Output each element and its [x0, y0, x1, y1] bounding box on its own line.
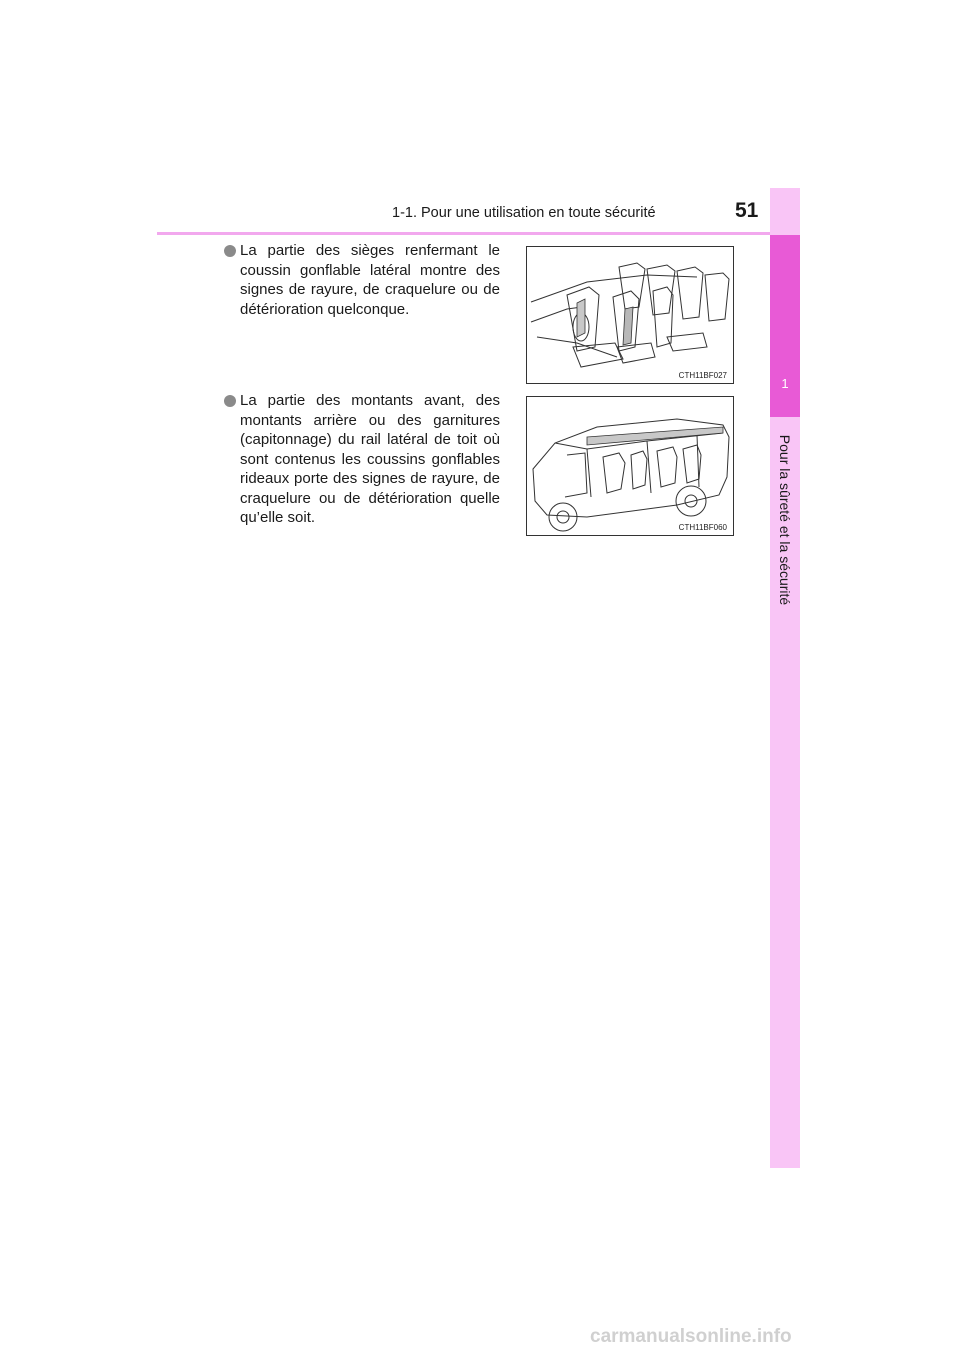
bullet-icon	[224, 245, 236, 257]
vehicle-curtain-airbag-icon	[527, 397, 733, 535]
list-item	[224, 391, 504, 531]
header-divider	[157, 232, 800, 235]
list-item	[224, 241, 504, 331]
curtain-airbag-figure	[526, 396, 734, 536]
page-number: 51	[735, 199, 759, 222]
figure-code: CTH11BF060	[678, 523, 727, 532]
chapter-label: Pour la sûreté et la sécurité	[777, 434, 793, 606]
list-item-text: La partie des montants avant, des montants arrière ou des garnitures (capitonnage) du rail latéral de toit où sont contenus les coussins gonflables rideaux porte des signes de rayure, de craquelure ou de détérioration quelle qu’elle soit.	[240, 392, 500, 526]
running-header: 1-1. Pour une utilisation en toute sécurité	[392, 205, 656, 221]
chapter-number: 1	[781, 376, 789, 391]
watermark: carmanualsonline.info	[590, 1326, 792, 1347]
seat-side-airbag-icon	[527, 247, 733, 383]
seat-airbag-figure	[526, 246, 734, 384]
figure-code: CTH11BF027	[678, 371, 727, 380]
list-item-text: La partie des sièges renfermant le coussin gonflable latéral montre des signes de rayure, de craquelure ou de détérioration quelconque.	[240, 242, 500, 318]
bullet-icon	[224, 395, 236, 407]
